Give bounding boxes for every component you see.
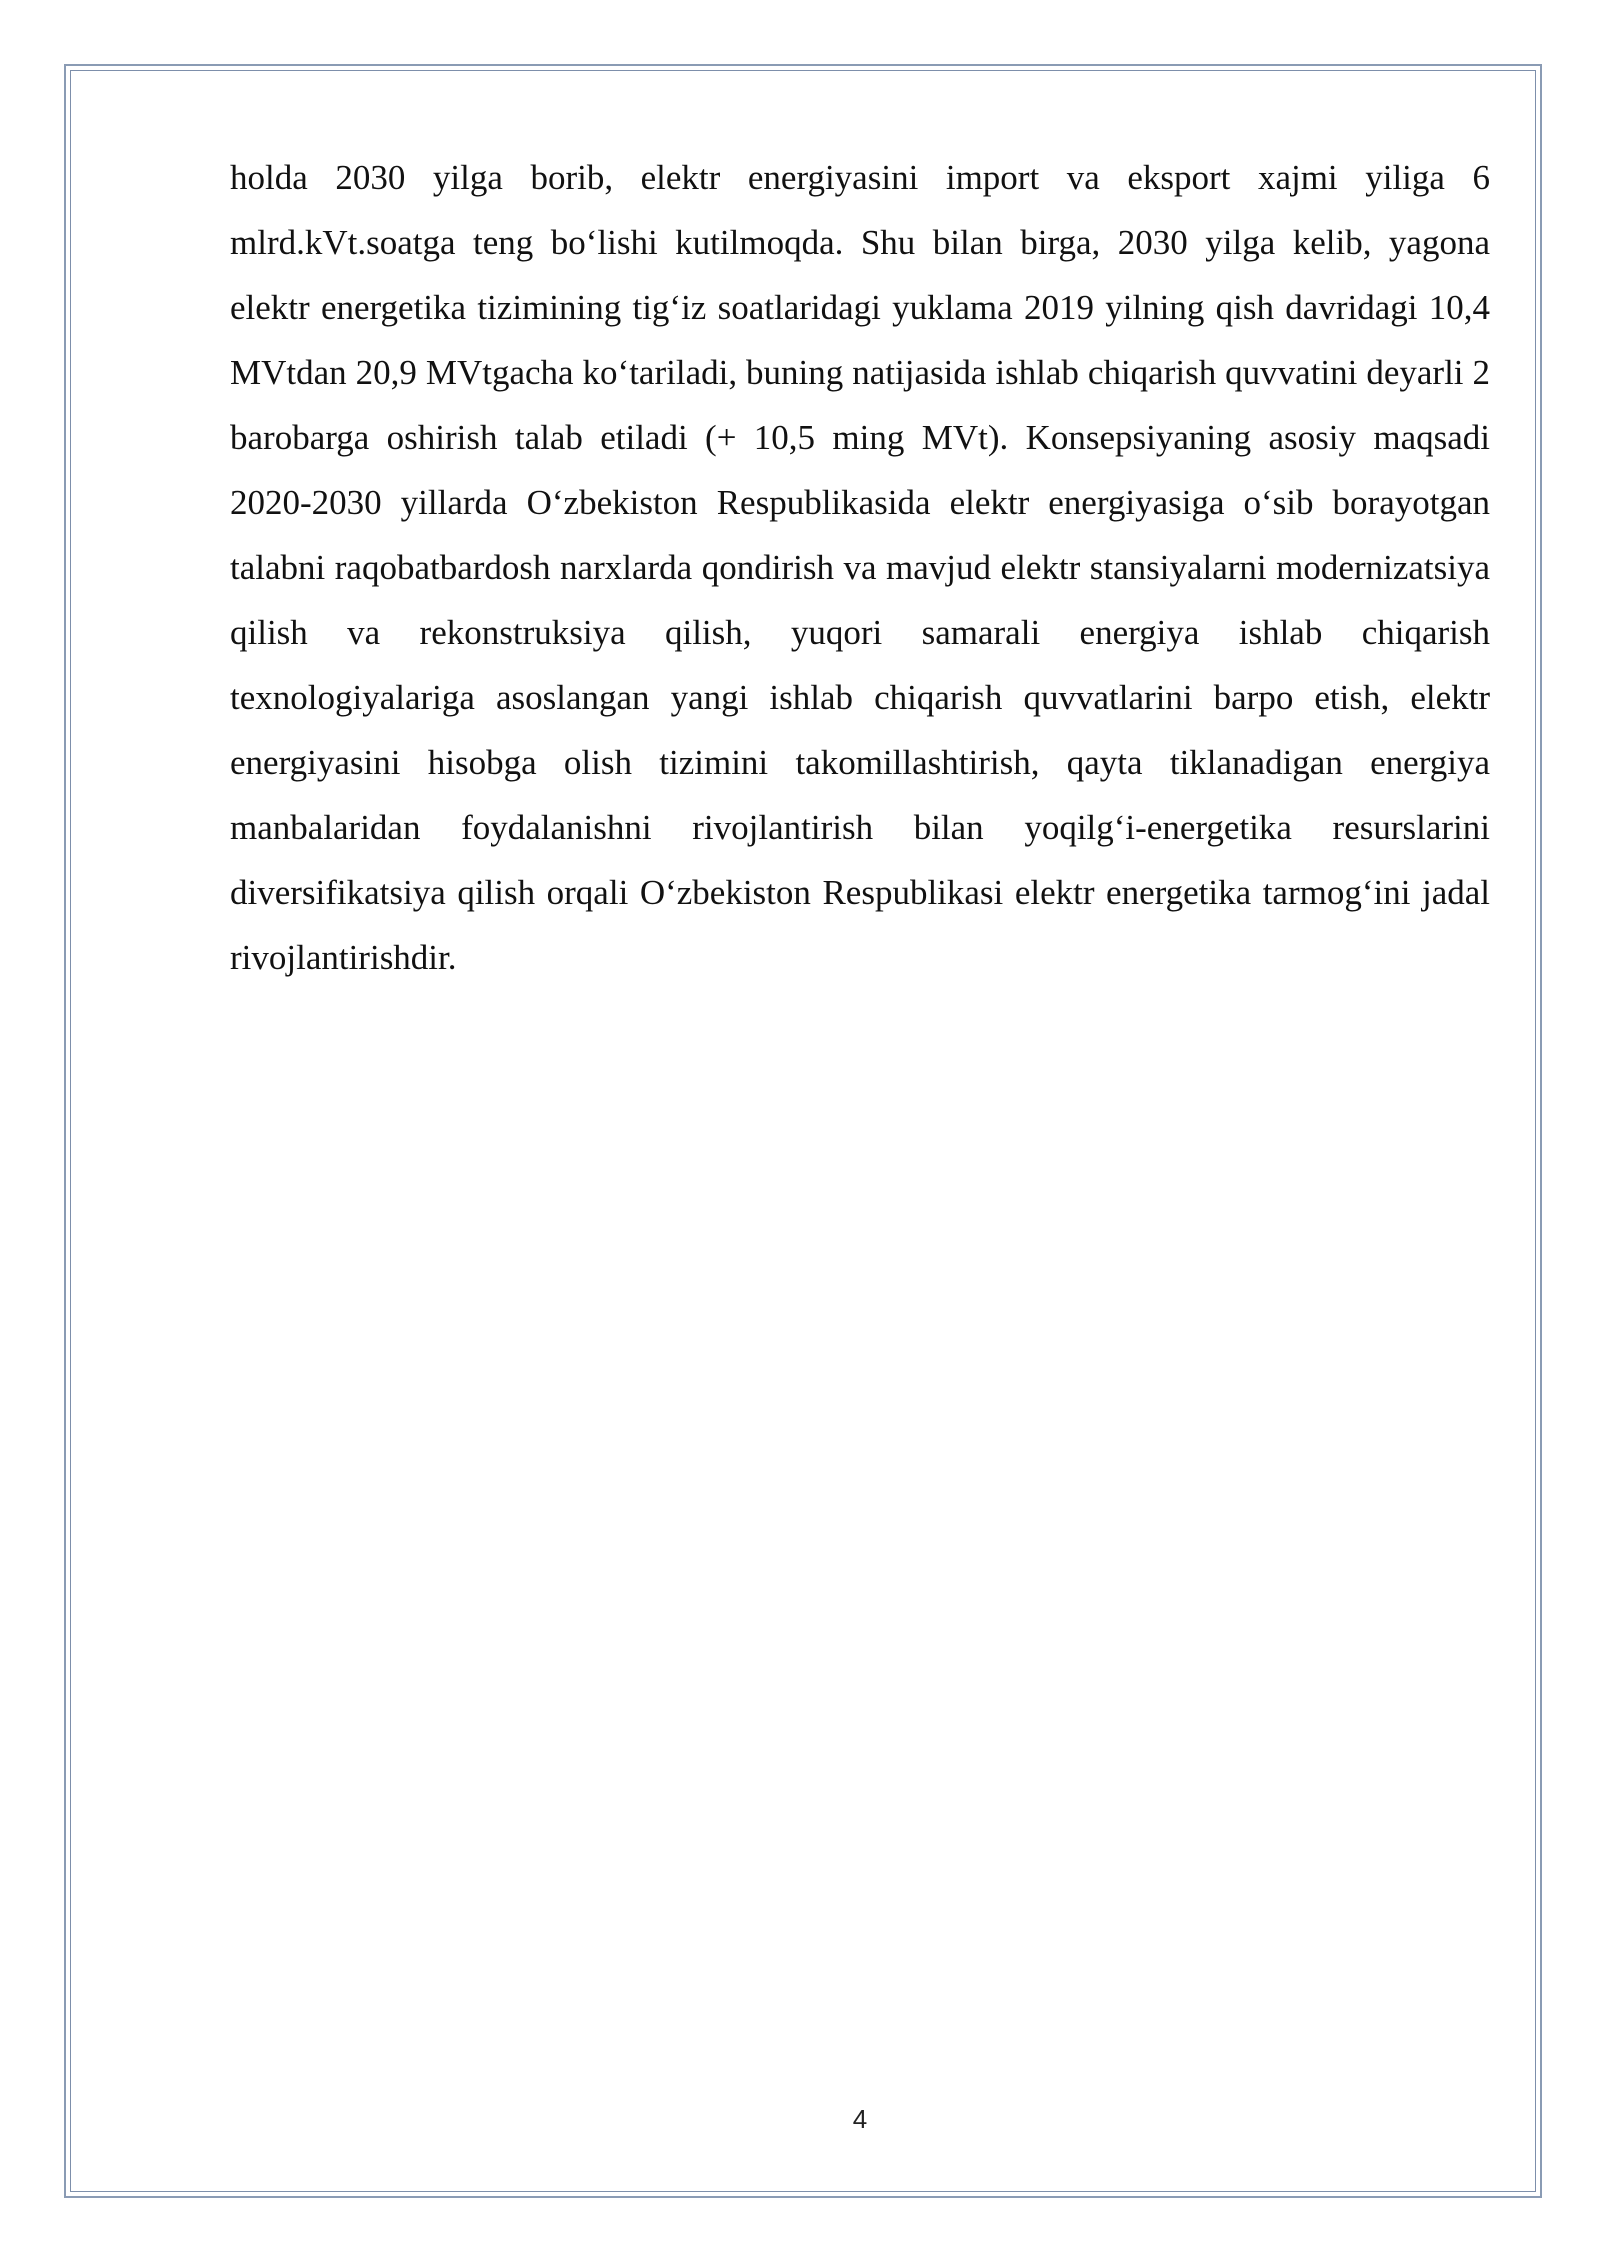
page-number: 4 xyxy=(852,2104,868,2134)
body-paragraph: holda 2030 yilga borib, elektr energiyasini import va eksport xajmi yiliga 6 mlrd.kVt.soatga teng bo‘lishi kutilmoqda. Shu bilan birga, 2030 yilga kelib, yagona elektr energetika tizimining tig‘iz soatlaridagi yuklama 2019 yilning qish davridagi 10,4 MVtdan 20,9 MVtgacha ko‘tariladi, buning natijasida ishlab chiqarish quvvatini deyarli 2 barobarga oshirish talab etiladi (+ 10,5 ming MVt). Konsepsiyaning asosiy maqsadi 2020-2030 yillarda O‘zbekiston Respublikasida elektr energiyasiga o‘sib borayotgan talabni raqobatbardosh narxlarda qondirish va mavjud elektr stansiyalarni modernizatsiya qilish va rekonstruksiya qilish, yuqori samarali energiya ishlab chiqarish texnologiyalariga asoslangan yangi ishlab chiqarish quvvatlarini barpo etish, elektr energiyasini hisobga olish tizimini takomillashtirish, qayta tiklanadigan energiya manbalaridan foydalanishni rivojlantirish bilan yoqilg‘i-energetika resurslarini diversifikatsiya qilish orqali O‘zbekiston Respublikasi elektr energetika tarmog‘ini jadal rivojlantirishdir. xyxy=(230,158,1490,977)
